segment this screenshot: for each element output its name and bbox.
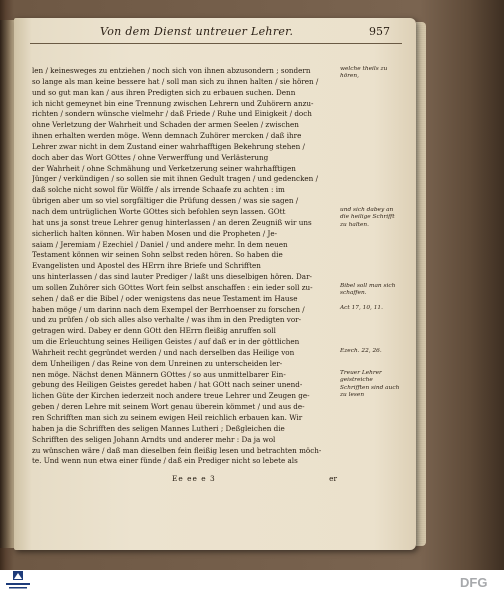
text-line: sehen / daß er die Bibel / oder wenigstens das neue Testament im Hause [32, 293, 298, 303]
signature-mark: Ee ee e 3 [172, 474, 216, 483]
text-line: daß solche nicht sowol für Wölffe / als irrende Schaafe zu achten : im [32, 185, 285, 195]
text-line: so lange als man keine bessere hat / soll man sich zu ihnen halten / sie hören / [32, 76, 319, 86]
text-line: saiam / Jeremiam / Ezechiel / Daniel / und andere mehr. In dem neuen [32, 239, 288, 249]
text-line: und so gut man kan / aus ihren Predigten sich zu erbauen suchen. Denn [32, 87, 296, 97]
margin-note: Act 17, 10, 11. [340, 304, 383, 311]
francke-foundation-logo [4, 570, 32, 592]
text-line: Wahrheit recht gegründet werden / und nach derselben das Heilige von [32, 347, 295, 357]
svg-text:DFG: DFG [460, 575, 488, 589]
running-title: Von dem Dienst untreuer Lehrer. [100, 25, 294, 38]
text-line: Lehrer zwar nicht in dem Zustand einer wahrhafftigen Bekehrung stehen / [32, 141, 305, 151]
book-spine-edge [0, 20, 14, 548]
margin-note: welche theils zu hören, [340, 66, 388, 80]
text-line: uns hinterlassen / das sind lauter Prediger / laßt uns dieselbigen hören. Dar- [32, 272, 312, 282]
text-line: ihnen erhalten werden möge. Wenn demnach Zuhörer mercken / daß ihre [32, 131, 302, 141]
page-footer-line [32, 474, 337, 486]
text-line: ohne Verletzung der Wahrheit und Schaden der armen Seelen / zwischen [32, 120, 299, 130]
text-line: Testament können wir seinen Sohn selbst reden hören. So haben die [32, 250, 283, 260]
text-line: Schrifften des seligen Johann Arndts und anderer mehr : Da ja wol [32, 434, 276, 444]
text-line: getragen wird. Dabey er denn GOtt den HErrn fleißig anruffen soll [32, 326, 276, 336]
dfg-logo [460, 574, 496, 588]
text-line: nen möge. Nächst denen Männern GOttes / so aus unmittelbarer Ein- [32, 369, 286, 379]
text-line: dem Unheiligen / das Reine von dem Unreinen zu unterscheiden ler- [32, 358, 283, 368]
text-line: übrigen aber um so viel sorgfältiger die Prüfung dessen / was sie sagen / [32, 196, 299, 206]
text-line: doch aber das Wort GOttes / ohne Verwerffung und Verlästerung [32, 152, 269, 162]
text-line: der Wahrheit / ohne Schmähung und Verketzerung seiner wahrhafftigen [32, 163, 296, 173]
text-line: gebung des Heiligen Geistes geredet haben / hat GOtt nach seiner unend- [32, 380, 303, 390]
text-line: nach dem untrüglichen Worte GOttes sich befohlen seyn lassen. GOtt [32, 206, 286, 216]
page-header [100, 25, 390, 41]
body-text [32, 66, 337, 467]
text-line: haben ja die Schrifften des seligen Mannes Lutheri ; Deßgleichen die [32, 423, 285, 433]
text-line: sicherlich halten können. Wir haben Mosen und die Propheten / Je- [32, 228, 278, 238]
text-line: len / keinesweges zu entziehen / noch sich von ihnen abzusondern ; sondern [32, 66, 311, 75]
text-line: lichen Güte der Kirchen iederzeit noch andere treue Lehrer und Zeugen ge- [32, 391, 310, 401]
text-line: ren Schrifften man sich zu seinem ewigen Heil reichlich erbauen kan. Wir [32, 413, 303, 422]
text-line: und zu prüfen / ob sich alles also verhalte / was ihm in den Predigten vor- [32, 315, 302, 325]
text-line: um die Erleuchtung seines Heiligen Geistes / auf daß er in der göttlichen [32, 337, 300, 347]
text-line: richten / sondern wünsche vielmehr / daß Friede / Ruhe und Einigkeit / doch [32, 109, 312, 119]
page-stack-edge [416, 22, 426, 546]
text-line: Jünger / verkündigen / so sollen sie mit ihnen Gedult tragen / und gedencken / [32, 174, 319, 184]
text-line: haben möge / um darinn nach dem Exempel der Berrhoenser zu forschen / [32, 304, 305, 314]
margin-note: Ezech. 22, 26. [340, 348, 382, 355]
text-line: zu wünschen wäre / daß man dieselben fein fleißig lesen und betrachten möch- [32, 445, 322, 455]
margin-note: Treuer Lehrer geistreiche Schrifften sind auch zu lesen [340, 369, 400, 399]
viewer-footer [0, 570, 504, 592]
text-line: ich nicht gemeynet bin eine Trennung zwischen Lehrern und Zuhörern anzu- [32, 98, 314, 108]
header-rule [30, 43, 402, 44]
text-line: geben / deren Lehre mit seinem Wort genau überein kömmet / und aus de- [32, 402, 305, 412]
margin-note: Bibel soll man sich schaffen. [340, 283, 396, 297]
page-number: 957 [369, 25, 390, 38]
text-line: Evangelisten und Apostel des HErrn ihre Briefe und Schrifften [32, 261, 261, 271]
text-line: te. Und wenn nun etwa einer fünde / daß ein Prediger nicht so lebete als [32, 456, 298, 466]
catchword: er [329, 474, 337, 483]
margin-note: und sich dabey an die heilige Schrifft zu halten. [340, 207, 395, 228]
text-line: um sollen Zuhörer sich GOttes Wort fein selbst anschaffen : ein ieder soll zu- [32, 282, 313, 292]
text-line: hat uns ja sonst treue Lehrer genug hinterlassen / an deren Zeugniß wir uns [32, 217, 312, 227]
